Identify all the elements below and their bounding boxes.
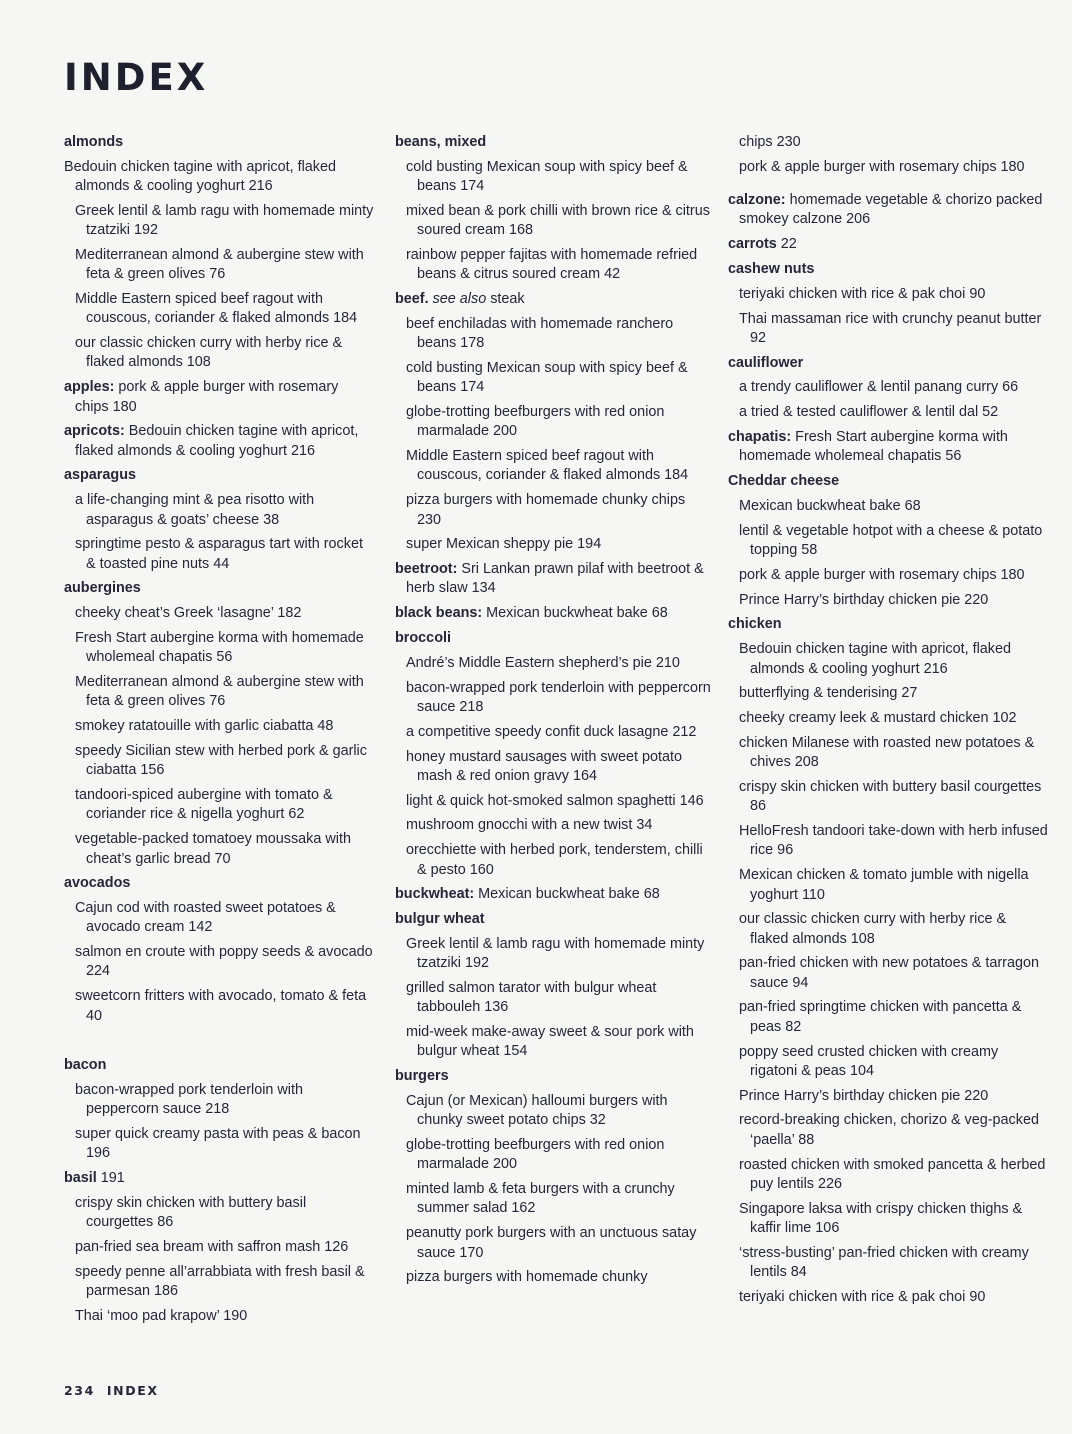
index-column-3 [728, 133, 1048, 1307]
index-headword: chapatis: [728, 429, 792, 446]
index-headword: Cheddar cheese [728, 473, 840, 490]
index-subentry: Fresh Start aubergine korma with homemade wholemeal chapatis 56 [75, 630, 364, 666]
index-subentry: Mexican chicken & tomato jumble with nigella yoghurt 110 [739, 867, 1029, 903]
index-heading-entry [395, 604, 713, 623]
index-headword: cauliflower [728, 354, 804, 371]
index-headword: calzone: [728, 192, 786, 209]
index-subentry: vegetable-packed tomatoey moussaka with cheat’s garlic bread 70 [75, 831, 351, 867]
footer-section-title: INDEX [106, 1383, 159, 1398]
index-entry-text: 191 [96, 1169, 125, 1186]
index-subentry: pan-fried sea bream with saffron mash 126 [75, 1238, 349, 1255]
index-headword: beef. [395, 291, 429, 308]
index-subentry: pizza burgers with homemade chunky chips 230 [406, 492, 686, 528]
index-subentry: Prince Harry’s birthday chicken pie 220 [739, 591, 989, 608]
index-subentry: Greek lentil & lamb ragu with homemade minty tzatziki 192 [75, 202, 374, 239]
index-subentry: speedy Sicilian stew with herbed pork & garlic ciabatta 156 [75, 743, 367, 779]
index-subentry: mixed bean & pork chilli with brown rice & citrus soured cream 168 [406, 202, 710, 239]
index-heading-entry [395, 133, 713, 152]
index-subentry: Mexican buckwheat bake 68 [739, 497, 921, 514]
index-headword: beans, mixed [395, 134, 487, 150]
index-headword: buckwheat: [395, 886, 475, 903]
index-heading-entry [728, 260, 1048, 279]
page-number: 234 [64, 1383, 95, 1398]
index-subentry: cheeky cheat’s Greek ‘lasagne’ 182 [75, 605, 302, 622]
index-subentry: HelloFresh tandoori take-down with herb infused rice 96 [739, 823, 1048, 859]
index-subentry: Middle Eastern spiced beef ragout with couscous, coriander & flaked almonds 184 [75, 291, 358, 327]
index-entry-text: Mexican buckwheat bake 68 [482, 605, 668, 622]
index-subentry: pork & apple burger with rosemary chips 180 [739, 566, 1025, 583]
index-subentry: Greek lentil & lamb ragu with homemade minty tzatziki 192 [406, 935, 705, 972]
index-entry-text: Bedouin chicken tagine with apricot, flaked almonds & cooling yoghurt 216 [75, 423, 359, 459]
index-subentry: pan-fried chicken with new potatoes & tarragon sauce 94 [739, 955, 1039, 991]
index-subentry: Cajun cod with roasted sweet potatoes & avocado cream 142 [75, 900, 336, 936]
index-subentry: pork & apple burger with rosemary chips 180 [739, 158, 1025, 175]
index-heading-entry [64, 422, 374, 461]
index-column-2 [395, 133, 713, 1288]
index-subentry: globe-trotting beefburgers with red onion marmalade 200 [406, 404, 665, 440]
index-entry-text: 22 [776, 236, 797, 253]
index-subentry: springtime pesto & asparagus tart with rocket & toasted pine nuts 44 [75, 536, 363, 572]
index-entry-text: see also steak [432, 291, 525, 308]
index-subentry: cheeky creamy leek & mustard chicken 102 [739, 710, 1017, 727]
index-headword: basil [64, 1169, 97, 1186]
index-subentry: record-breaking chicken, chorizo & veg-packed ‘paella’ 88 [739, 1112, 1039, 1148]
index-heading-entry [64, 466, 374, 485]
index-heading-entry [64, 158, 374, 197]
index-headword: bulgur wheat [395, 911, 485, 928]
index-subentry: speedy penne all’arrabbiata with fresh basil & parmesan 186 [75, 1263, 365, 1299]
cross-reference-label: see also [432, 291, 487, 308]
index-headword: black beans: [395, 605, 483, 622]
index-heading-entry [64, 1056, 374, 1075]
index-heading-entry [395, 1067, 713, 1086]
index-subentry: ‘stress-busting’ pan-fried chicken with creamy lentils 84 [739, 1244, 1029, 1281]
index-subentry: grilled salmon tarator with bulgur wheat tabbouleh 136 [406, 979, 657, 1016]
index-headword: bacon [64, 1056, 107, 1073]
index-subentry: a competitive speedy confit duck lasagne 212 [406, 723, 697, 740]
index-subentry: teriyaki chicken with rice & pak choi 90 [739, 285, 986, 302]
index-subentry: Thai ‘moo pad krapow’ 190 [75, 1307, 248, 1324]
index-subentry: crispy skin chicken with buttery basil courgettes 86 [739, 779, 1042, 815]
index-subentry: beef enchiladas with homemade ranchero beans 178 [406, 315, 674, 352]
index-entry-text: pork & apple burger with rosemary chips 180 [75, 379, 339, 415]
index-subentry: super Mexican sheppy pie 194 [406, 536, 602, 553]
index-subentry: super quick creamy pasta with peas & bacon 196 [75, 1125, 361, 1162]
index-entry-text: Mexican buckwheat bake 68 [474, 886, 660, 903]
index-headword: almonds [64, 134, 124, 150]
index-subentry: Bedouin chicken tagine with apricot, flaked almonds & cooling yoghurt 216 [739, 641, 1011, 677]
index-subentry: roasted chicken with smoked pancetta & herbed puy lentils 226 [739, 1156, 1046, 1192]
index-heading-entry [64, 1169, 374, 1188]
index-entry-text: Fresh Start aubergine korma with homemade wholemeal chapatis 56 [739, 429, 1008, 465]
index-headword: carrots [728, 236, 777, 253]
index-subentry: cold busting Mexican soup with spicy beef & beans 174 [406, 158, 688, 195]
index-subentry: lentil & vegetable hotpot with a cheese & potato topping 58 [739, 522, 1043, 559]
index-heading-entry [395, 910, 713, 929]
index-subentry: poppy seed crusted chicken with creamy rigatoni & peas 104 [739, 1043, 999, 1079]
index-subentry: a life-changing mint & pea risotto with asparagus & goats’ cheese 38 [75, 492, 315, 528]
index-subentry: chips 230 [739, 134, 801, 150]
index-subentry: Mediterranean almond & aubergine stew with feta & green olives 76 [75, 246, 364, 283]
index-heading-entry [728, 428, 1048, 467]
index-headword: chicken [728, 616, 782, 633]
index-subentry: mid-week make-away sweet & sour pork with bulgur wheat 154 [406, 1024, 694, 1060]
index-entry-text: Sri Lankan prawn pilaf with beetroot & herb slaw 134 [406, 561, 704, 597]
index-subentry: a trendy cauliflower & lentil panang curry 66 [739, 379, 1019, 396]
index-subentry: salmon en croute with poppy seeds & avocado 224 [75, 944, 373, 980]
index-subentry: tandoori-spiced aubergine with tomato & coriander rice & nigella yoghurt 62 [75, 787, 333, 823]
index-subentry: pan-fried springtime chicken with pancetta & peas 82 [739, 999, 1022, 1035]
index-headword: avocados [64, 875, 131, 892]
index-subentry: smokey ratatouille with garlic ciabatta 48 [75, 718, 334, 735]
page-footer [64, 1383, 159, 1398]
index-subentry: a tried & tested cauliflower & lentil dal 52 [739, 404, 999, 421]
index-subentry: pizza burgers with homemade chunky [406, 1269, 648, 1286]
index-subentry: mushroom gnocchi with a new twist 34 [406, 817, 653, 834]
index-subentry: bacon-wrapped pork tenderloin with peppercorn sauce 218 [406, 679, 711, 715]
index-subentry: Middle Eastern spiced beef ragout with couscous, coriander & flaked almonds 184 [406, 448, 689, 484]
index-headword: beetroot: [395, 561, 458, 578]
index-heading-entry [395, 560, 713, 599]
index-headword: aubergines [64, 580, 141, 597]
index-heading-entry [395, 629, 713, 648]
index-heading-entry [64, 133, 374, 152]
page-title: INDEX [64, 56, 209, 99]
index-subentry: bacon-wrapped pork tenderloin with peppercorn sauce 218 [75, 1081, 303, 1117]
index-heading-entry [728, 235, 1048, 254]
index-subentry: Mediterranean almond & aubergine stew with feta & green olives 76 [75, 674, 364, 710]
index-subentry: Thai massaman rice with crunchy peanut butter 92 [739, 310, 1042, 346]
index-headword: broccoli [395, 630, 451, 647]
index-subentry: Prince Harry’s birthday chicken pie 220 [739, 1087, 989, 1104]
index-heading-entry [395, 885, 713, 904]
index-heading-entry [395, 290, 713, 309]
index-subentry: chicken Milanese with roasted new potatoes & chives 208 [739, 734, 1035, 771]
index-heading-entry [728, 191, 1048, 230]
index-subentry: rainbow pepper fajitas with homemade refried beans & citrus soured cream 42 [406, 246, 698, 283]
index-subentry: teriyaki chicken with rice & pak choi 90 [739, 1288, 986, 1305]
index-heading-entry [728, 354, 1048, 373]
index-headword: apples: [64, 379, 115, 396]
index-subentry: butterflying & tenderising 27 [739, 685, 918, 702]
index-headword: burgers [395, 1068, 449, 1085]
index-column-1 [64, 133, 374, 1326]
index-headword: apricots: [64, 423, 125, 440]
index-entry-text: Bedouin chicken tagine with apricot, flaked almonds & cooling yoghurt 216 [64, 158, 336, 195]
index-subentry: peanutty pork burgers with an unctuous satay sauce 170 [406, 1225, 697, 1261]
index-headword: cashew nuts [728, 260, 815, 277]
index-subentry: crispy skin chicken with buttery basil courgettes 86 [75, 1194, 307, 1230]
index-entry-text: homemade vegetable & chorizo packed smokey calzone 206 [739, 192, 1043, 228]
index-subentry: our classic chicken curry with herby rice & flaked almonds 108 [739, 911, 1007, 947]
index-subentry: cold busting Mexican soup with spicy beef & beans 174 [406, 359, 688, 396]
index-heading-entry [728, 615, 1048, 634]
index-subentry: our classic chicken curry with herby rice & flaked almonds 108 [75, 335, 343, 371]
index-heading-entry [64, 874, 374, 893]
index-subentry: light & quick hot-smoked salmon spaghetti 146 [406, 792, 704, 809]
index-heading-entry [728, 472, 1048, 491]
index-heading-entry [64, 378, 374, 417]
index-subentry: André’s Middle Eastern shepherd’s pie 210 [406, 654, 680, 671]
index-subentry: Singapore laksa with crispy chicken thighs & kaffir lime 106 [739, 1200, 1023, 1236]
index-subentry: globe-trotting beefburgers with red onion marmalade 200 [406, 1137, 665, 1173]
index-heading-entry [64, 579, 374, 598]
index-headword: asparagus [64, 467, 136, 484]
index-subentry: orecchiette with herbed pork, tenderstem, chilli & pesto 160 [406, 842, 703, 878]
index-subentry: honey mustard sausages with sweet potato mash & red onion gravy 164 [406, 748, 682, 784]
index-subentry: sweetcorn fritters with avocado, tomato & feta 40 [75, 988, 367, 1024]
index-subentry: Cajun (or Mexican) halloumi burgers with chunky sweet potato chips 32 [406, 1092, 668, 1129]
index-subentry: minted lamb & feta burgers with a crunchy summer salad 162 [406, 1181, 675, 1217]
